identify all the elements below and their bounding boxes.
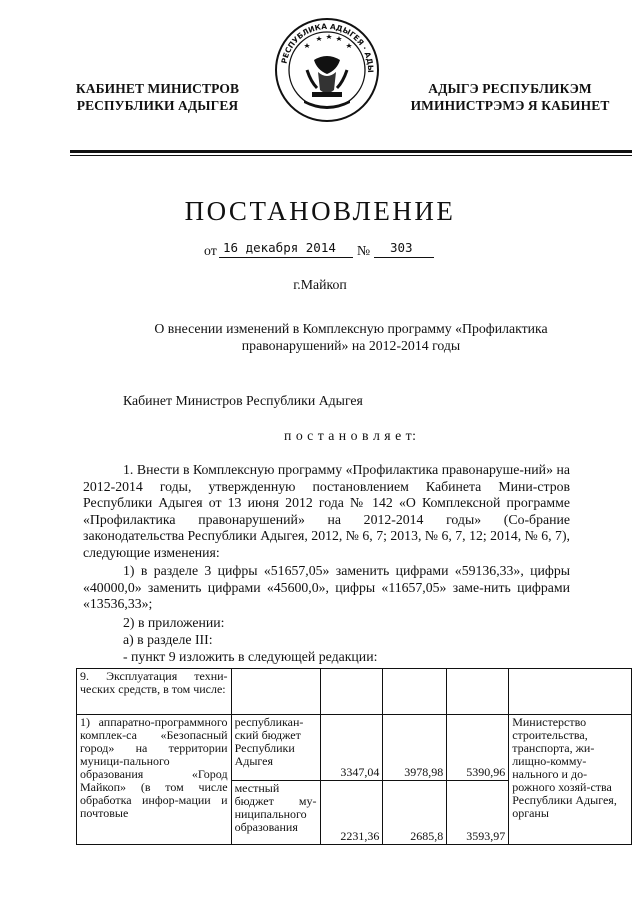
issuer-header-left bbox=[55, 80, 260, 114]
date-prefix: от bbox=[204, 243, 217, 258]
header-rule-thick bbox=[70, 150, 632, 153]
table-cell bbox=[231, 669, 320, 715]
table-cell: 3593,97 bbox=[447, 781, 509, 845]
number-underline bbox=[374, 240, 434, 258]
emblem-lettering: РЕСПУБЛИКА АДЫГЕЯ · АДЫ bbox=[279, 21, 376, 73]
document-title: ПОСТАНОВЛЕНИЕ bbox=[184, 196, 456, 226]
table-cell: 1) аппаратно-программного комплек-са «Безопасный город» на территории муници-пального образования «Город Майкоп» (в том числе обработка инфор-мации и почтовые bbox=[77, 715, 232, 845]
paragraph-3: 2) в приложении: bbox=[123, 615, 225, 630]
table-cell bbox=[320, 669, 383, 715]
table-cell: 5390,96 bbox=[447, 715, 509, 781]
header-right-line1: АДЫГЭ РЕСПУБЛИКЭМ bbox=[428, 81, 592, 96]
paragraph-5: - пункт 9 изложить в следующей редакции: bbox=[123, 649, 378, 664]
subject-line1: О внесении изменений в Комплексную программу «Профилактика bbox=[154, 321, 548, 336]
table-cell: 2685,8 bbox=[383, 781, 447, 845]
table-cell: 3978,98 bbox=[383, 715, 447, 781]
date-underline bbox=[219, 240, 353, 258]
number-prefix: № bbox=[357, 243, 371, 258]
subject bbox=[70, 321, 632, 354]
header-left-line1: КАБИНЕТ МИНИСТРОВ bbox=[75, 81, 240, 96]
program-table bbox=[76, 668, 632, 845]
table-cell: 9. Эксплуатация техни-ческих средств, в том числе: bbox=[77, 669, 232, 715]
document-date: 16 декабря 2014 bbox=[223, 240, 336, 255]
table-row bbox=[77, 669, 632, 715]
paragraph-2: 1) в разделе 3 цифры «51657,05» заменить цифрами «59136,33», цифры «40000,0» заменить цифрами «45600,0», цифры «11657,05» заме-нить цифрами «13536,33»; bbox=[83, 563, 570, 612]
table-row bbox=[77, 715, 632, 781]
header-right-line2: ИМИНИСТРЭМЭ Я КАБИНЕТ bbox=[410, 98, 610, 113]
coat-of-arms-emblem bbox=[274, 14, 380, 126]
table-cell bbox=[447, 669, 509, 715]
document-number: 303 bbox=[390, 240, 413, 255]
table-cell: Министерство строительства, транспорта, жи-лищно-комму-нального и до-рожного хозяй-ства Республики Адыгея, органы bbox=[509, 715, 632, 845]
header-rule-thin bbox=[70, 155, 632, 156]
table-cell: 3347,04 bbox=[320, 715, 383, 781]
subject-line2: правонарушений» на 2012-2014 годы bbox=[241, 337, 461, 353]
paragraph-4: а) в разделе III: bbox=[123, 632, 213, 647]
table-cell: республикан-ский бюджет Республики Адыгея bbox=[231, 715, 320, 781]
table-cell: местный бюджет му-ниципального образования bbox=[231, 781, 320, 845]
header-left-line2: РЕСПУБЛИКИ АДЫГЕЯ bbox=[76, 98, 239, 113]
city: г.Майкоп bbox=[293, 277, 347, 292]
table-cell bbox=[383, 669, 447, 715]
table-cell bbox=[509, 669, 632, 715]
paragraph-1: 1. Внести в Комплексную программу «Профилактика правонаруше-ний» на 2012-2014 годы, утвержденную постановлением Кабинета Мини-стров Республики Адыгея от 13 июня 2012 года № 142 «О Комплексной программе «Профилактика правонарушений» на 2012-2014 годы» (Со-брание законодательства Республики Адыгея, 2012, № 6, 7; 2013, № 6, 7, 12; 2014, № 6, 7), следующие изменения: bbox=[83, 462, 570, 560]
decree-word: п о с т а н о в л я е т: bbox=[284, 428, 417, 443]
issuer-statement: Кабинет Министров Республики Адыгея bbox=[123, 393, 363, 408]
issuer-header-right bbox=[388, 80, 632, 114]
table-cell: 2231,36 bbox=[320, 781, 383, 845]
